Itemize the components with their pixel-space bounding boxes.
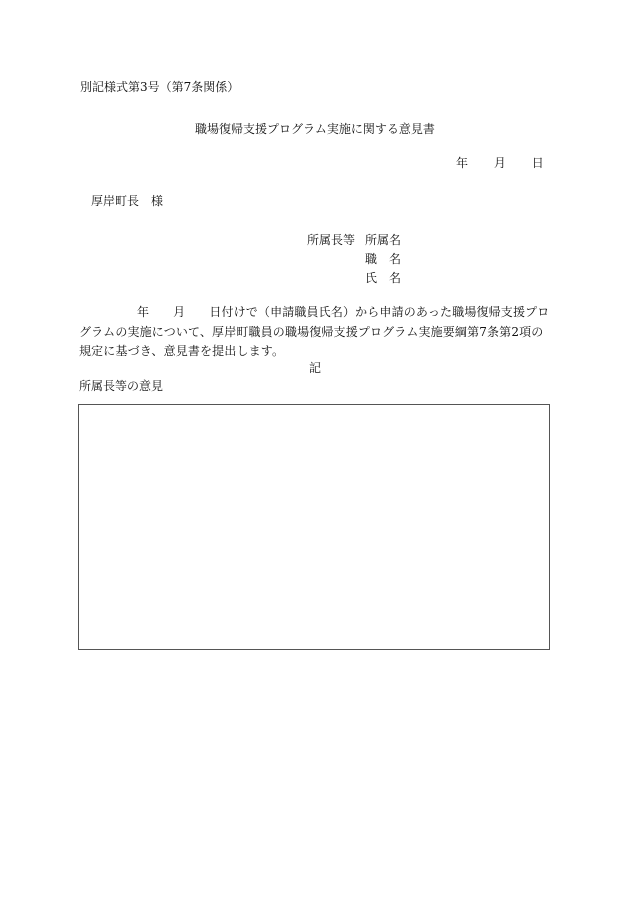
ki-heading: 記: [308, 361, 321, 375]
sender-row-affiliation: [307, 230, 401, 249]
addressee: [91, 193, 163, 209]
body-text: 日付けで（申請職員氏名）から申請のあった職場復帰支援プログラムの実施について、厚岸町職員の職場復帰支援プログラム実施要綱第7条第2項の規定に基づき、意見書を提出します。: [79, 305, 550, 358]
body-paragraph: [79, 303, 553, 362]
addressee-name: 厚岸町長: [91, 194, 140, 208]
sender-row-position: [307, 249, 401, 268]
opinion-box[interactable]: [78, 404, 550, 650]
sender-block: [307, 230, 401, 287]
date-line: [456, 155, 544, 171]
date-year: 年: [456, 156, 469, 170]
opinion-label: 所属長等の意見: [79, 379, 164, 393]
addressee-honorific: 様: [151, 194, 164, 208]
sender-field-name: 氏 名: [365, 270, 402, 285]
document-title: 職場復帰支援プログラム実施に関する意見書: [195, 122, 435, 136]
body-month: 月: [173, 305, 186, 319]
sender-field-position: 職 名: [365, 251, 402, 266]
sender-role: 所属長等: [307, 232, 356, 247]
sender-field-affiliation: 所属名: [365, 232, 402, 247]
date-month: 月: [493, 156, 506, 170]
body-year: 年: [137, 305, 150, 319]
form-number: 別記様式第3号（第7条関係）: [80, 80, 240, 94]
sender-row-name: [307, 268, 401, 287]
date-day: 日: [531, 156, 544, 170]
